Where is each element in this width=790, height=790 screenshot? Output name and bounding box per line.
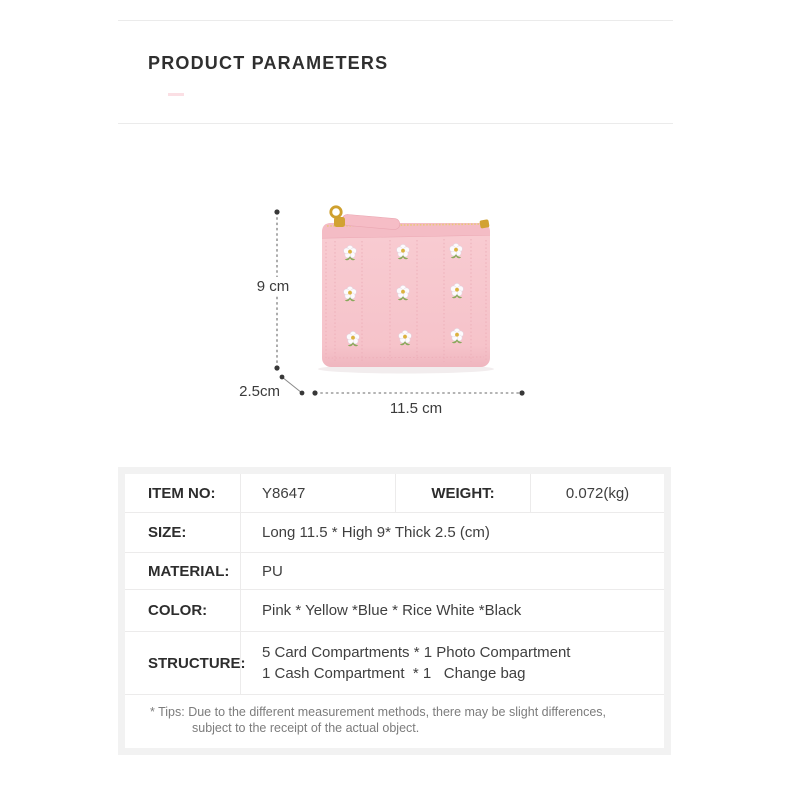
- width-dimension-label: 11.5 cm: [389, 400, 443, 417]
- row-item-no-weight: [125, 474, 664, 512]
- height-dim-dot-top: [274, 209, 279, 214]
- tips-line-2: subject to the receipt of the actual object.: [192, 721, 420, 735]
- thickness-dim-dot-bottom: [300, 391, 305, 396]
- thickness-dimension-label: 2.5cm: [239, 383, 280, 400]
- material-label: MATERIAL:: [148, 562, 230, 580]
- color-label: COLOR:: [148, 602, 208, 619]
- structure-line-2: 1 Cash Compartment * 1 Change bag: [262, 665, 526, 682]
- size-value: Long 11.5 * High 9* Thick 2.5 (cm): [240, 513, 664, 552]
- thickness-dimension-line: [282, 377, 302, 393]
- material-value: PU: [240, 553, 664, 589]
- tips-note: [125, 694, 664, 748]
- item-no-value: Y8647: [240, 474, 395, 512]
- thickness-dim-dot-top: [280, 375, 285, 380]
- product-figure: [230, 195, 560, 425]
- zipper-pull-icon: [331, 207, 401, 230]
- size-label: SIZE:: [148, 524, 187, 541]
- structure-label: STRUCTURE:: [148, 654, 246, 672]
- parameters-table: [125, 474, 664, 748]
- title-accent-bar: [168, 93, 184, 96]
- color-value: Pink * Yellow *Blue * Rice White *Black: [240, 590, 664, 631]
- tips-line-1: * Tips: Due to the different measurement methods, there may be slight differences,: [150, 705, 607, 719]
- structure-line-1: 5 Card Compartments * 1 Photo Compartment: [262, 644, 571, 661]
- height-dim-dot-bottom: [274, 365, 279, 370]
- wallet-product-image: [318, 207, 494, 374]
- width-dim-dot-left: [312, 390, 317, 395]
- parameters-table-panel: [118, 467, 671, 755]
- width-dim-dot-right: [519, 390, 524, 395]
- row-size: [125, 512, 664, 552]
- row-material: [125, 552, 664, 589]
- header-bottom-divider-line: [118, 123, 673, 124]
- item-no-label: ITEM NO:: [148, 484, 216, 502]
- weight-label: WEIGHT:: [395, 474, 530, 512]
- row-structure: [125, 631, 664, 694]
- weight-value: 0.072(kg): [530, 474, 664, 512]
- height-dimension-label: 9 cm: [256, 278, 290, 295]
- structure-value: [240, 632, 664, 694]
- page-title: PRODUCT PARAMETERS: [148, 53, 389, 73]
- zipper-end-stop: [479, 219, 489, 228]
- row-color: [125, 589, 664, 631]
- top-divider-line: [118, 20, 673, 21]
